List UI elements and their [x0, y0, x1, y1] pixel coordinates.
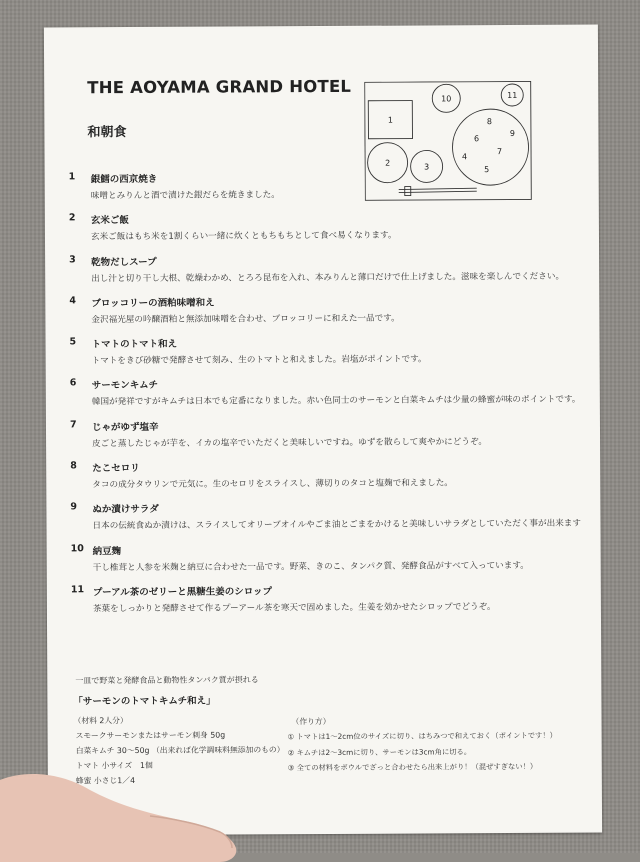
diagram-label-5: 5 [484, 165, 490, 175]
item-name: 銀鱈の西京焼き [90, 173, 158, 186]
item-description: タコの成分タウリンで元気に。生のセロリをスライスし、薄切りのタコと塩麹で和えました。 [92, 478, 453, 491]
menu-card [44, 25, 602, 836]
item-name: ブロッコリーの酒粕味噌和え [91, 297, 215, 310]
item-number: 9 [70, 501, 78, 513]
item-description: 韓国が発祥ですがキムチは日本でも定番になりました。赤い色同士のサーモンと白菜キムチは少量の蜂蜜が味のポイントです。 [91, 395, 581, 408]
item-description: 金沢福光屋の吟醸酒粕と無添加味噌を合わせ、ブロッコリーに和えた一品です。 [91, 313, 400, 326]
diagram-label-10: 10 [441, 94, 452, 104]
item-description: 出し汁と切り干し大根、乾燥わかめ、とろろ昆布を入れ、本みりんと薄口だけで仕上げました。滋味を楽しんでください。 [91, 271, 565, 284]
diagram-label-11: 11 [507, 90, 518, 101]
menu-items [69, 169, 591, 626]
ingredients-header: （材料 2人分） [73, 716, 128, 726]
ingredient: トマト 小サイズ 1個 [75, 760, 153, 771]
item-number: 1 [68, 171, 76, 183]
steps-header: （作り方） [291, 716, 331, 727]
menu-item [70, 334, 590, 378]
item-number: 6 [69, 377, 77, 389]
menu-item [70, 499, 590, 543]
item-number: 4 [69, 295, 76, 307]
item-number: 5 [69, 336, 77, 348]
recipe-title: 「サーモンのトマトキムチ和え」 [73, 695, 216, 708]
item-description: 玄米ご飯はもち米を1割くらい一緒に炊くともちもちとして食べ易くなります。 [90, 230, 397, 243]
ingredient: スモークサーモンまたはサーモン刺身 50g [75, 730, 226, 741]
item-name: ぬか漬けサラダ [92, 504, 159, 516]
item-name: プーアル茶のゼリーと黒糖生姜のシロップ [92, 586, 273, 599]
menu-item [70, 416, 590, 460]
ingredient: 白菜キムチ 30〜50g （出来れば化学調味料無添加のもの） [75, 745, 285, 756]
menu-item [69, 292, 589, 336]
diagram-label-7: 7 [496, 147, 503, 157]
item-name: たこセロリ [92, 463, 140, 475]
menu-item [70, 375, 590, 419]
item-name: 納豆麹 [92, 545, 122, 557]
item-name: トマトのトマト和え [91, 338, 178, 351]
item-number: 2 [68, 212, 76, 224]
item-name: 乾物だしスープ [91, 256, 157, 268]
diagram-label-3: 3 [424, 162, 430, 172]
diagram-label-6: 6 [473, 134, 480, 144]
item-number: 3 [69, 253, 76, 265]
diagram-label-4: 4 [462, 152, 468, 162]
step: ② キムチは2〜3cmに切り、サーモンは3cm角に切る。 [287, 746, 472, 757]
menu-item [70, 458, 590, 502]
menu-item [69, 169, 589, 213]
menu-item [71, 540, 591, 584]
item-number: 10 [70, 542, 84, 554]
step: ① トマトは1〜2cm位のサイズに切り、はちみつで和えておく（ポイントです！） [287, 730, 557, 742]
item-number: 7 [69, 419, 77, 431]
holding-thumb [0, 762, 240, 862]
diagram-label-1: 1 [387, 115, 393, 125]
diagram-label-2: 2 [385, 158, 391, 168]
item-description: トマトをきび砂糖で発酵させて刻み、生のトマトと和えました。岩塩がポイントです。 [91, 354, 427, 367]
ingredient: 蜂蜜 小さじ1／4 [75, 775, 136, 786]
menu-title: 和朝食 [87, 125, 127, 141]
menu-item [71, 582, 591, 626]
step: ③ 全ての材料をボウルでざっと合わせたら出来上がり！（混ぜすぎない！） [287, 761, 538, 773]
item-description: 干し椎茸と人参を米麹と納豆に合わせた一品です。野菜、きのこ、タンパク質、発酵食品がすべて入っています。 [92, 560, 529, 573]
item-number: 8 [70, 460, 77, 472]
menu-item [69, 251, 589, 295]
item-number: 11 [70, 584, 85, 596]
item-description: 皮ごと蒸したじゃが芋を、イカの塩辛でいただくと美味しいですね。ゆずを散らして爽やかにどうぞ。 [92, 436, 487, 449]
diagram-label-9: 9 [509, 128, 516, 139]
item-name: 玄米ご飯 [90, 215, 129, 227]
hotel-name: THE AOYAMA GRAND HOTEL [87, 76, 352, 98]
item-name: サーモンキムチ [91, 380, 159, 392]
item-description: 日本の伝統食ぬか漬けは、スライスしてオリーブオイルやごま油とごまをかけると美味しいサラダとしていただく事が出来ます [92, 519, 582, 532]
diagram-label-8: 8 [486, 117, 492, 127]
steps-list [288, 728, 558, 776]
item-description: 味噌とみりんと酒で漬けた銀だらを焼きました。 [90, 190, 280, 202]
recipe-intro: 一皿で野菜と発酵食品と動物性タンパク質が摂れる [75, 675, 259, 686]
item-name: じゃがゆず塩辛 [91, 421, 159, 433]
item-description: 茶葉をしっかりと発酵させて作るプーアール茶を寒天で固めました。生姜を効かせたシロップでどうぞ。 [92, 602, 496, 615]
menu-item [69, 210, 589, 254]
